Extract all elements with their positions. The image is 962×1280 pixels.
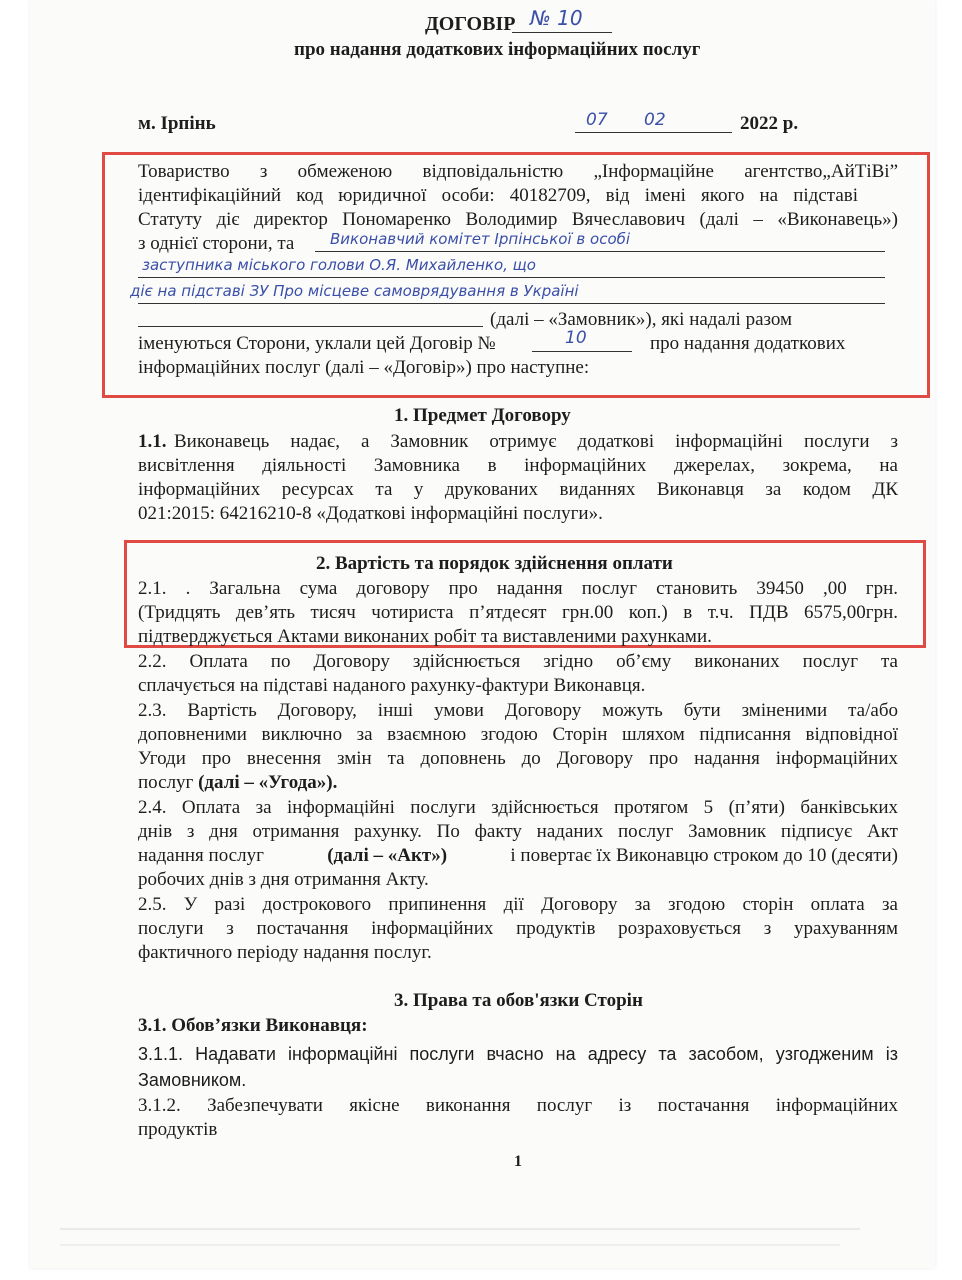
section-2-5-line-3: фактичного періоду надання послуг. [138, 942, 432, 963]
section-3-1-subheading: 3.1. Обов’язки Виконавця: [138, 1015, 368, 1036]
section-2-5-line-2: послуги з постачання інформаційних продуктів розраховується з урахуванням [138, 918, 898, 939]
section-2-3-line-1: 2.3. Вартість Договору, інші умови Договору можуть бути зміненими та/або [138, 700, 898, 721]
date-year: 2022 р. [740, 113, 799, 134]
parties-line-8-prefix: іменуються Сторони, уклали цей Договір № [138, 333, 496, 354]
section-3-1-1-line-2: Замовником. [138, 1070, 247, 1090]
scan-artifact [60, 1244, 840, 1246]
section-2-4-line-4: робочих днів з дня отримання Акту. [138, 869, 429, 890]
fill-line-1 [315, 251, 885, 252]
section-2-3-agreement-term: (далі – «Угода»). [198, 772, 338, 793]
section-1-heading: 1. Предмет Договору [394, 405, 571, 426]
parties-line-7: (далі – «Замовник»), які надалі разом [490, 309, 793, 330]
section-2-1-line-1: 2.1. . Загальна сума договору про надання послуг становить 39450 ,00 грн. [138, 578, 898, 599]
page-number: 1 [514, 1153, 522, 1170]
contract-subtitle: про надання додаткових інформаційних послуг [294, 39, 701, 60]
section-2-1-line-2: (Тридцять дев’ять тисяч чотириста п’ятдесят грн.00 коп.) в т.ч. ПДВ 6575,00грн. [138, 602, 898, 623]
section-3-1-2-line-2: продуктів [138, 1119, 218, 1140]
section-3-heading: 3. Права та обов'язки Сторін [394, 990, 643, 1011]
section-2-2-line-2: сплачується на підставі наданого рахунку-фактури Виконавця. [138, 675, 646, 696]
fill-line-3 [138, 303, 885, 304]
section-2-heading: 2. Вартість та порядок здійснення оплати [316, 553, 673, 574]
section-2-5-line-1: 2.5. У разі дострокового припинення дії Договору за згодою сторін оплата за [138, 894, 898, 915]
section-2-4-line-3-a: надання послуг [138, 845, 264, 866]
section-2-1-line-3: підтверджується Актами виконаних робіт та виставленими рахунками. [138, 626, 712, 647]
section-2-3-line-2: доповненими виключно за взаємною згодою Сторін шляхом підписання відповідної [138, 724, 898, 745]
section-3-1-1-line-1: 3.1.1. Надавати інформаційні послуги вчасно на адресу та засобом, узгодженим із [138, 1044, 898, 1064]
parties-line-9: інформаційних послуг (далі – «Договір») про наступне: [138, 357, 590, 378]
number-underline [512, 32, 612, 33]
handwritten-customer-3: діє на підставі ЗУ Про місцеве самоврядування в Україні [130, 282, 579, 300]
contract-number-handwritten: № 10 [530, 6, 583, 30]
contract-title: ДОГОВІР [425, 13, 516, 35]
section-2-3-line-4 [138, 771, 337, 795]
contract-number-inline: 10 [565, 328, 587, 348]
parties-line-1: Товариство з обмеженою відповідальністю „Інформаційне агентство„АйТіВі” [138, 161, 898, 182]
section-2-2-line-1: 2.2. Оплата по Договору здійснюється згідно об’єму виконаних послуг та [138, 651, 898, 672]
parties-line-4-prefix: з однієї сторони, та [138, 233, 295, 254]
handwritten-customer-1: Виконавчий комітет Ірпінської в особі [330, 230, 631, 248]
section-1-1-number: 1.1. [138, 431, 167, 452]
parties-line-3: Статуту діє директор Пономаренко Володимир Вячеславович (далі – «Виконавець») [138, 209, 898, 230]
section-2-4-line-2: днів з дня отримання рахунку. По факту наданих послуг Замовник підписує Акт [138, 821, 898, 842]
section-2-4-line-3 [138, 844, 898, 868]
fill-line-2 [138, 277, 885, 278]
section-2-3-line-3: Угоди про внесення змін та доповнень до Договору про надання інформаційних [138, 748, 898, 769]
month-underline [622, 132, 732, 133]
city: м. Ірпінь [138, 113, 216, 134]
parties-line-8-suffix: про надання додаткових [650, 333, 846, 354]
section-2-4-line-1: 2.4. Оплата за інформаційні послуги здійснюється протягом 5 (п’яти) банківських [138, 797, 898, 818]
fill-line-4 [138, 326, 483, 327]
parties-line-2: ідентифікаційний код юридичної особи: 40182709, від імені якого на підставі [138, 185, 858, 206]
date-month: 02 [644, 110, 666, 130]
handwritten-customer-2: заступника міського голови О.Я. Михайленко, що [142, 256, 536, 274]
section-1-line-4: 021:2015: 64216210-8 «Додаткові інформаційні послуги». [138, 503, 603, 524]
section-1-line-1: Виконавець надає, а Замовник отримує додаткові інформаційні послуги з [174, 431, 898, 452]
scan-artifact [60, 1228, 860, 1230]
section-1-line-3: інформаційних ресурсах та у друкованих виданнях Виконавця за кодом ДК [138, 479, 898, 500]
contract-number-underline [532, 351, 632, 352]
section-1-line-2: висвітлення діяльності Замовника в інформаційних джерелах, зокрема, на [138, 455, 898, 476]
section-3-1-2-line-1: 3.1.2. Забезпечувати якісне виконання послуг із постачання інформаційних [138, 1095, 898, 1116]
section-2-4-line-3-b: і повертає їх Виконавцю строком до 10 (десяти) [510, 845, 898, 866]
date-day: 07 [586, 110, 608, 130]
section-2-3-line-4-text: послуг [138, 772, 194, 793]
contract-page [30, 0, 935, 1268]
section-2-4-act-term: (далі – «Акт») [327, 845, 448, 866]
